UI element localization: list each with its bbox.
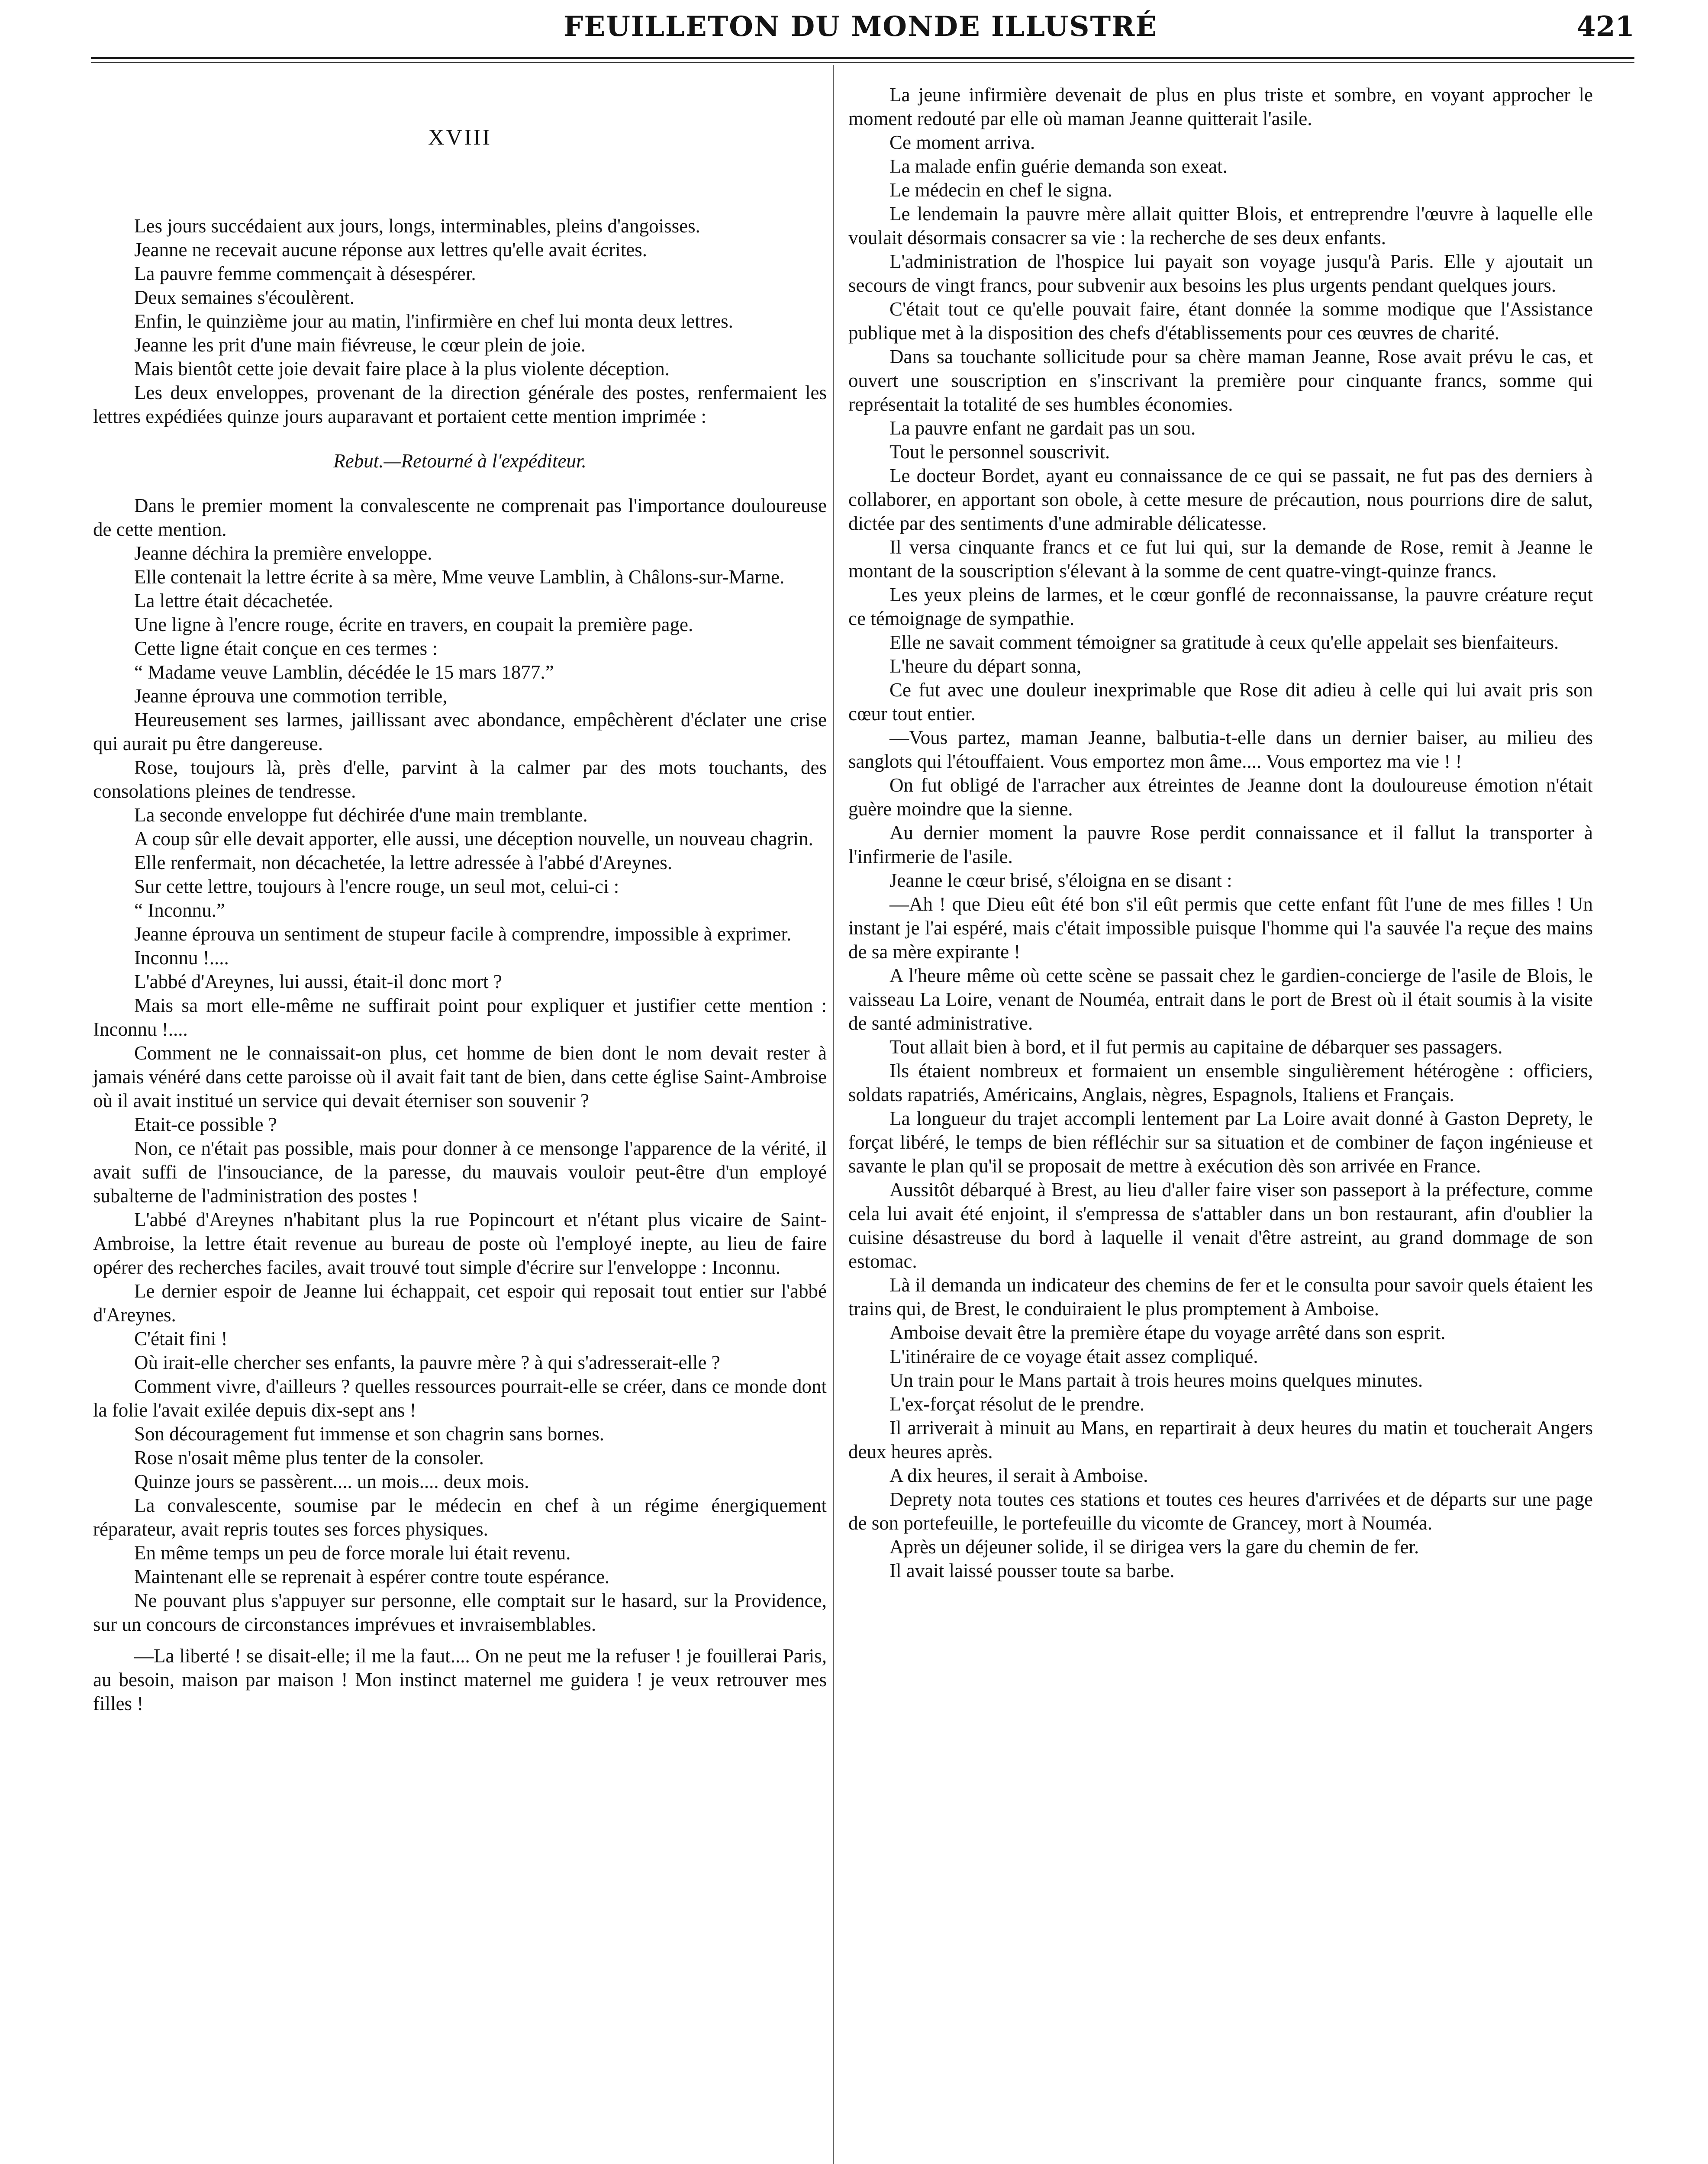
paragraph: Aussitôt débarqué à Brest, au lieu d'aller faire viser son passeport à la préfecture, comme cela lui avait été enjoint, il s'empressa de s'attabler dans un bon restaurant, afin d'oublier la cuisine désastreuse du bord à laquelle il venait d'être astreint, au grand dommage de son estomac. — [848, 1179, 1593, 1272]
right-column — [848, 83, 1593, 1583]
paragraph: Le médecin en chef le signa. — [889, 179, 1112, 201]
page-header-title: FEUILLETON DU MONDE ILLUSTRÉ — [563, 10, 1158, 43]
paragraph: Il avait laissé pousser toute sa barbe. — [889, 1560, 1175, 1581]
paragraph: Enfin, le quinzième jour au matin, l'infirmière en chef lui monta deux lettres. — [134, 310, 733, 332]
column-divider — [833, 65, 834, 2164]
paragraph: Jeanne éprouva une commotion terrible, — [134, 685, 448, 707]
paragraph: —Vous partez, maman Jeanne, balbutia-t-elle dans un dernier baiser, au milieu des sanglots qui l'étouffaient. Vous emportez mon âme.... Vous emportez ma vie ! ! — [848, 727, 1593, 772]
paragraph: A l'heure même où cette scène se passait chez le gardien-concierge de l'asile de Blois, le vaisseau La Loire, venant de Nouméa, entrait dans le port de Brest où il était soumis à la visite de santé administrative. — [848, 965, 1593, 1034]
page-header — [87, 10, 1634, 57]
paragraph: Jeanne ne recevait aucune réponse aux lettres qu'elle avait écrites. — [134, 239, 648, 261]
paragraph: Comment vivre, d'ailleurs ? quelles ressources pourrait-elle se créer, dans ce monde dont la folie l'avait exilée depuis dix-sept ans ! — [93, 1375, 827, 1421]
paragraph: Mais bientôt cette joie devait faire place à la plus violente déception. — [134, 358, 670, 380]
paragraph: Quinze jours se passèrent.... un mois.... deux mois. — [134, 1471, 529, 1492]
paragraph: Deprety nota toutes ces stations et toutes ces heures d'arrivées et de départs sur une page de son portefeuille, le portefeuille du vicomte de Grancey, mort à Nouméa. — [848, 1488, 1593, 1534]
paragraph: Tout allait bien à bord, et il fut permis au capitaine de débarquer ses passagers. — [889, 1036, 1503, 1058]
paragraph: Mais sa mort elle-même ne suffirait point pour expliquer et justifier cette mention : Inconnu !.... — [93, 995, 827, 1040]
paragraph: Après un déjeuner solide, il se dirigea vers la gare du chemin de fer. — [889, 1536, 1419, 1558]
left-column-text — [93, 214, 827, 1716]
paragraph: Tout le personnel souscrivit. — [889, 441, 1110, 463]
paragraph: Ce moment arriva. — [889, 132, 1035, 153]
paragraph: Elle contenait la lettre écrite à sa mère, Mme veuve Lamblin, à Châlons-sur-Marne. — [134, 566, 785, 588]
paragraph: Les deux enveloppes, provenant de la direction générale des postes, renfermaient les lettres expédiées quinze jours auparavant et portaient cette mention imprimée : — [93, 382, 827, 427]
paragraph: Les jours succédaient aux jours, longs, interminables, pleins d'angoisses. — [134, 215, 700, 237]
paragraph: En même temps un peu de force morale lui était revenu. — [134, 1542, 571, 1564]
paragraph: Etait-ce possible ? — [134, 1114, 277, 1135]
paragraph: Ce fut avec une douleur inexprimable que Rose dit adieu à celle qui lui avait pris son cœur tout entier. — [848, 679, 1593, 725]
paragraph: Ne pouvant plus s'appuyer sur personne, elle comptait sur le hasard, sur la Providence, sur un concours de circonstances imprévues et invraisemblables. — [93, 1590, 827, 1635]
paragraph: Où irait-elle chercher ses enfants, la pauvre mère ? à qui s'adresserait-elle ? — [134, 1352, 720, 1373]
paragraph: Maintenant elle se reprenait à espérer contre toute espérance. — [134, 1566, 610, 1588]
paragraph: Dans sa touchante sollicitude pour sa chère maman Jeanne, Rose avait prévu le cas, et ouvert une souscription en s'inscrivant la première pour cinquante francs, somme qui représentait la totalité de ses humbles économies. — [848, 346, 1593, 415]
paragraph: Au dernier moment la pauvre Rose perdit connaissance et il fallut la transporter à l'infirmerie de l'asile. — [848, 822, 1593, 867]
paragraph: La jeune infirmière devenait de plus en plus triste et sombre, en voyant approcher le moment redouté par elle où maman Jeanne quitterait l'asile. — [848, 84, 1593, 129]
paragraph: Inconnu !.... — [134, 947, 229, 969]
paragraph: L'ex-forçat résolut de le prendre. — [889, 1393, 1145, 1415]
paragraph: Deux semaines s'écoulèrent. — [134, 287, 355, 308]
paragraph: Dans le premier moment la convalescente ne comprenait pas l'importance douloureuse de cette mention. — [93, 495, 827, 540]
paragraph: Elle ne savait comment témoigner sa gratitude à ceux qu'elle appelait ses bienfaiteurs. — [889, 631, 1559, 653]
paragraph: Les yeux pleins de larmes, et le cœur gonflé de reconnaissanse, la pauvre créature reçut ce témoignage de sympathie. — [848, 584, 1593, 629]
paragraph: Jeanne déchira la première enveloppe. — [134, 542, 432, 564]
paragraph: Ils étaient nombreux et formaient un ensemble singulièrement hétérogène : officiers, soldats rapatriés, Américains, Anglais, nègres, Espagnols, Italiens et Français. — [848, 1060, 1593, 1105]
paragraph: Comment ne le connaissait-on plus, cet homme de bien dont le nom devait rester à jamais vénéré dans cette paroisse où il avait fait tant de bien, dans cette église Saint-Ambroise où il avait institué un service qui devait éterniser son souvenir ? — [93, 1042, 827, 1111]
paragraph: L'administration de l'hospice lui payait son voyage jusqu'à Paris. Elle y ajoutait un secours de vingt francs, pour subvenir aux besoins les plus urgents pendant quelques jours. — [848, 251, 1593, 296]
paragraph: L'abbé d'Areynes n'habitant plus la rue Popincourt et n'étant plus vicaire de Saint-Ambroise, la lettre était revenue au bureau de poste où l'employé inepte, au lieu de faire opérer des recherches faciles, avait trouvé tout simple d'écrire sur l'enveloppe : Inconnu. — [93, 1209, 827, 1278]
paragraph: L'abbé d'Areynes, lui aussi, était-il donc mort ? — [134, 971, 502, 992]
paragraph: Heureusement ses larmes, jaillissant avec abondance, empêchèrent d'éclater une crise qui aurait pu être dangereuse. — [93, 709, 827, 754]
header-rule-thin — [91, 62, 1634, 63]
paragraph: Une ligne à l'encre rouge, écrite en travers, en coupait la première page. — [134, 614, 693, 635]
paragraph: “ Madame veuve Lamblin, décédée le 15 mars 1877.” — [134, 661, 554, 683]
paragraph: Amboise devait être la première étape du voyage arrêté dans son esprit. — [889, 1322, 1446, 1343]
paragraph: L'heure du départ sonna, — [889, 655, 1081, 677]
paragraph: Le docteur Bordet, ayant eu connaissance de ce qui se passait, ne fut pas des derniers à collaborer, en apportant son obole, à cette mesure de précaution, nous pourrions dire de salut, dictée par des sentiments d'une admirable délicatesse. — [848, 465, 1593, 534]
paragraph: Son découragement fut immense et son chagrin sans bornes. — [134, 1423, 604, 1445]
paragraph: Il versa cinquante francs et ce fut lui qui, sur la demande de Rose, remit à Jeanne le montant de la souscription s'élevant à la somme de cent quatre-vingt-quinze francs. — [848, 536, 1593, 582]
paragraph: La malade enfin guérie demanda son exeat. — [889, 155, 1228, 177]
paragraph: —La liberté ! se disait-elle; il me la faut.... On ne peut me la refuser ! je fouillerai Paris, au besoin, maison par maison ! Mon instinct maternel me guidera ! je veux retrouver mes filles ! — [93, 1645, 827, 1714]
paragraph: La lettre était décachetée. — [134, 590, 333, 612]
chapter-heading: XVIII — [428, 125, 492, 150]
paragraph: La convalescente, soumise par le médecin en chef à un régime énergiquement réparateur, avait repris toutes ses forces physiques. — [93, 1494, 827, 1540]
paragraph: —Ah ! que Dieu eût été bon s'il eût permis que cette enfant fût l'une de mes filles ! Un instant je l'ai espéré, mais c'était impossible puisque l'homme qui l'a sauvée l'a reçue des mains de sa mère expirante ! — [848, 893, 1593, 963]
paragraph: Jeanne le cœur brisé, s'éloigna en se disant : — [889, 869, 1232, 891]
paragraph: Rose n'osait même plus tenter de la consoler. — [134, 1447, 484, 1468]
page-number: 421 — [1576, 10, 1634, 43]
paragraph: Rose, toujours là, près d'elle, parvint à la calmer par des mots touchants, des consolations pleines de tendresse. — [93, 757, 827, 802]
paragraph: Non, ce n'était pas possible, mais pour donner à ce mensonge l'apparence de la vérité, il avait suffi de l'insouciance, de la paresse, du mauvais vouloir peut-être d'un employé subalterne de l'administration des postes ! — [93, 1137, 827, 1207]
right-column-text — [848, 83, 1593, 1583]
paragraph: “ Inconnu.” — [134, 899, 225, 921]
paragraph: Un train pour le Mans partait à trois heures moins quelques minutes. — [889, 1369, 1423, 1391]
paragraph: La pauvre enfant ne gardait pas un sou. — [889, 417, 1196, 439]
paragraph: Le dernier espoir de Jeanne lui échappait, cet espoir qui reposait tout entier sur l'abbé d'Areynes. — [93, 1280, 827, 1326]
paragraph: Elle renfermait, non décachetée, la lettre adressée à l'abbé d'Areynes. — [134, 852, 673, 873]
paragraph: L'itinéraire de ce voyage était assez compliqué. — [889, 1346, 1258, 1367]
paragraph: Rebut.—Retourné à l'expéditeur. — [333, 450, 587, 472]
paragraph: Là il demanda un indicateur des chemins de fer et le consulta pour savoir quels étaient les trains qui, de Brest, le conduiraient le plus promptement à Amboise. — [848, 1274, 1593, 1320]
paragraph: Il arriverait à minuit au Mans, en repartirait à deux heures du matin et toucherait Angers deux heures après. — [848, 1417, 1593, 1462]
header-rule — [91, 57, 1634, 59]
paragraph: Jeanne éprouva un sentiment de stupeur facile à comprendre, impossible à exprimer. — [134, 923, 792, 945]
paragraph: C'était tout ce qu'elle pouvait faire, étant donnée la somme modique que l'Assistance publique met à la disposition des chefs d'établissements pour ces œuvres de charité. — [848, 298, 1593, 344]
paragraph: Cette ligne était conçue en ces termes : — [134, 638, 438, 659]
paragraph: Jeanne les prit d'une main fiévreuse, le cœur plein de joie. — [134, 334, 586, 356]
paragraph: On fut obligé de l'arracher aux étreintes de Jeanne dont la douloureuse émotion n'était guère moindre que la sienne. — [848, 774, 1593, 820]
paragraph: Le lendemain la pauvre mère allait quitter Blois, et entreprendre l'œuvre à laquelle elle voulait désormais consacrer sa vie : la recherche de ses deux enfants. — [848, 203, 1593, 248]
paragraph: C'était fini ! — [134, 1328, 228, 1349]
paragraph: Sur cette lettre, toujours à l'encre rouge, un seul mot, celui-ci : — [134, 876, 619, 897]
paragraph: A dix heures, il serait à Amboise. — [889, 1465, 1148, 1486]
paragraph: A coup sûr elle devait apporter, elle aussi, une déception nouvelle, un nouveau chagrin. — [134, 828, 813, 850]
left-column — [93, 84, 827, 1716]
paragraph: La pauvre femme commençait à désespérer. — [134, 263, 476, 284]
paragraph: La longueur du trajet accompli lentement par La Loire avait donné à Gaston Deprety, le forçat libéré, le temps de bien réfléchir sur sa situation et de combiner de façon ingénieuse et savante le plan qu'il se proposait de mettre à exécution dès son arrivée en France. — [848, 1108, 1593, 1177]
paragraph: La seconde enveloppe fut déchirée d'une main tremblante. — [134, 804, 588, 826]
